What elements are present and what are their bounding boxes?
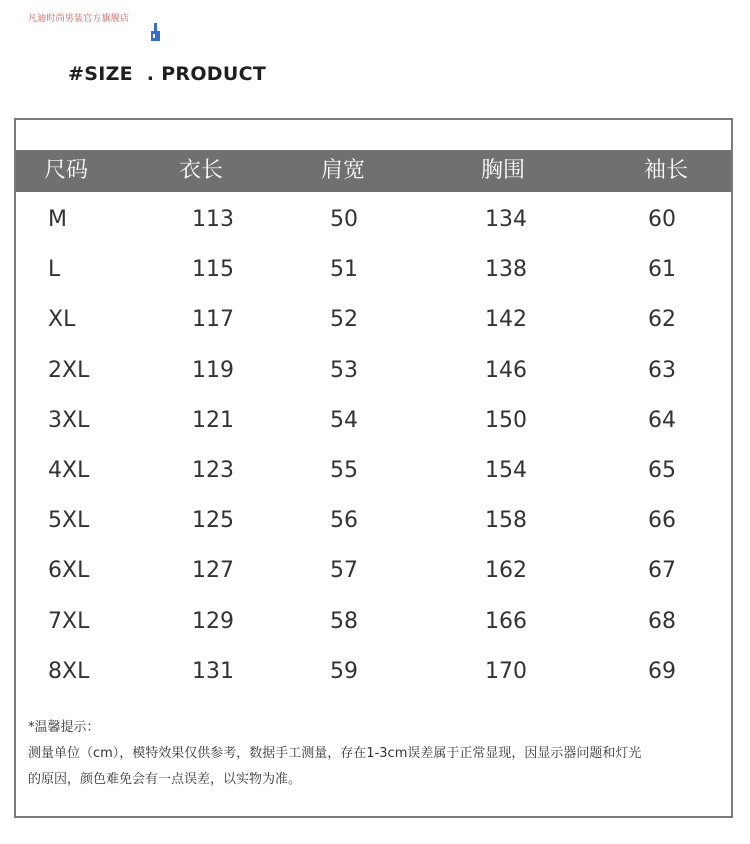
cell-size: 6XL	[48, 558, 90, 584]
cell-sleeve: 62	[648, 307, 676, 333]
cell-sleeve: 65	[648, 458, 676, 483]
cell-size: 2XL	[48, 357, 90, 383]
cell-sleeve: 64	[648, 407, 676, 433]
table-row	[16, 200, 731, 240]
store-watermark: 凡迪时尚男装官方旗舰店	[28, 14, 130, 24]
table-row	[16, 501, 731, 541]
cell-shoulder: 54	[330, 407, 358, 433]
cell-shoulder: 55	[330, 458, 358, 483]
cell-length: 117	[192, 307, 234, 333]
notes-line-2: 的原因，颜色难免会有一点误差，以实物为准。	[28, 772, 302, 787]
table-row	[16, 300, 731, 340]
cell-shoulder: 57	[330, 558, 358, 584]
cell-length: 127	[192, 558, 234, 584]
table-row	[16, 652, 731, 692]
cell-length: 123	[192, 458, 234, 483]
cell-length: 115	[192, 257, 234, 283]
cell-sleeve: 68	[648, 608, 676, 634]
notes-title: *温馨提示：	[28, 720, 100, 735]
cell-chest: 154	[485, 458, 527, 483]
header-size: 尺码	[44, 158, 89, 183]
cell-size: L	[48, 257, 61, 283]
cell-shoulder: 56	[330, 508, 358, 534]
cell-sleeve: 60	[648, 207, 676, 232]
cell-size: 8XL	[48, 658, 90, 684]
cell-size: 4XL	[48, 458, 90, 483]
cell-length: 131	[192, 658, 234, 684]
cell-length: 113	[192, 207, 234, 232]
cell-sleeve: 69	[648, 658, 676, 684]
notes-line-1: 测量单位（cm），模特效果仅供参考，数据手工测量，存在1-3cm误差属于正常显现，因显示器问题和灯光	[28, 746, 642, 761]
cell-shoulder: 50	[330, 207, 358, 232]
cell-shoulder: 59	[330, 658, 358, 684]
cell-chest: 170	[485, 658, 527, 684]
cell-chest: 142	[485, 307, 527, 333]
table-header	[16, 150, 731, 192]
cell-length: 129	[192, 608, 234, 634]
table-row	[16, 551, 731, 591]
notes-block	[28, 715, 728, 793]
cell-chest: 166	[485, 608, 527, 634]
table-row	[16, 401, 731, 441]
cell-length: 119	[192, 357, 234, 383]
header-sleeve: 袖长	[644, 158, 689, 183]
cell-length: 121	[192, 407, 234, 433]
table-row	[16, 451, 731, 491]
header-chest: 胸围	[481, 158, 526, 183]
cell-shoulder: 52	[330, 307, 358, 333]
cell-size: 7XL	[48, 608, 90, 634]
cell-sleeve: 61	[648, 257, 676, 283]
table-row	[16, 351, 731, 391]
cell-size: 3XL	[48, 407, 90, 433]
table-row	[16, 602, 731, 642]
cell-sleeve: 63	[648, 357, 676, 383]
cell-size: XL	[48, 307, 76, 333]
cell-sleeve: 67	[648, 558, 676, 584]
cell-chest: 162	[485, 558, 527, 584]
cell-chest: 150	[485, 407, 527, 433]
cell-shoulder: 51	[330, 257, 358, 283]
cell-size: M	[48, 207, 67, 232]
header-length: 衣长	[179, 158, 224, 183]
cell-shoulder: 58	[330, 608, 358, 634]
header-shoulder: 肩宽	[321, 158, 366, 183]
page-heading: #SIZE . PRODUCT	[68, 63, 267, 85]
cell-chest: 158	[485, 508, 527, 534]
cell-size: 5XL	[48, 508, 90, 534]
logo-fragment-icon	[150, 22, 162, 44]
cell-chest: 138	[485, 257, 527, 283]
cell-sleeve: 66	[648, 508, 676, 534]
table-row	[16, 250, 731, 290]
cell-shoulder: 53	[330, 357, 358, 383]
size-chart-frame	[14, 118, 733, 818]
cell-chest: 134	[485, 207, 527, 232]
cell-chest: 146	[485, 357, 527, 383]
cell-length: 125	[192, 508, 234, 534]
